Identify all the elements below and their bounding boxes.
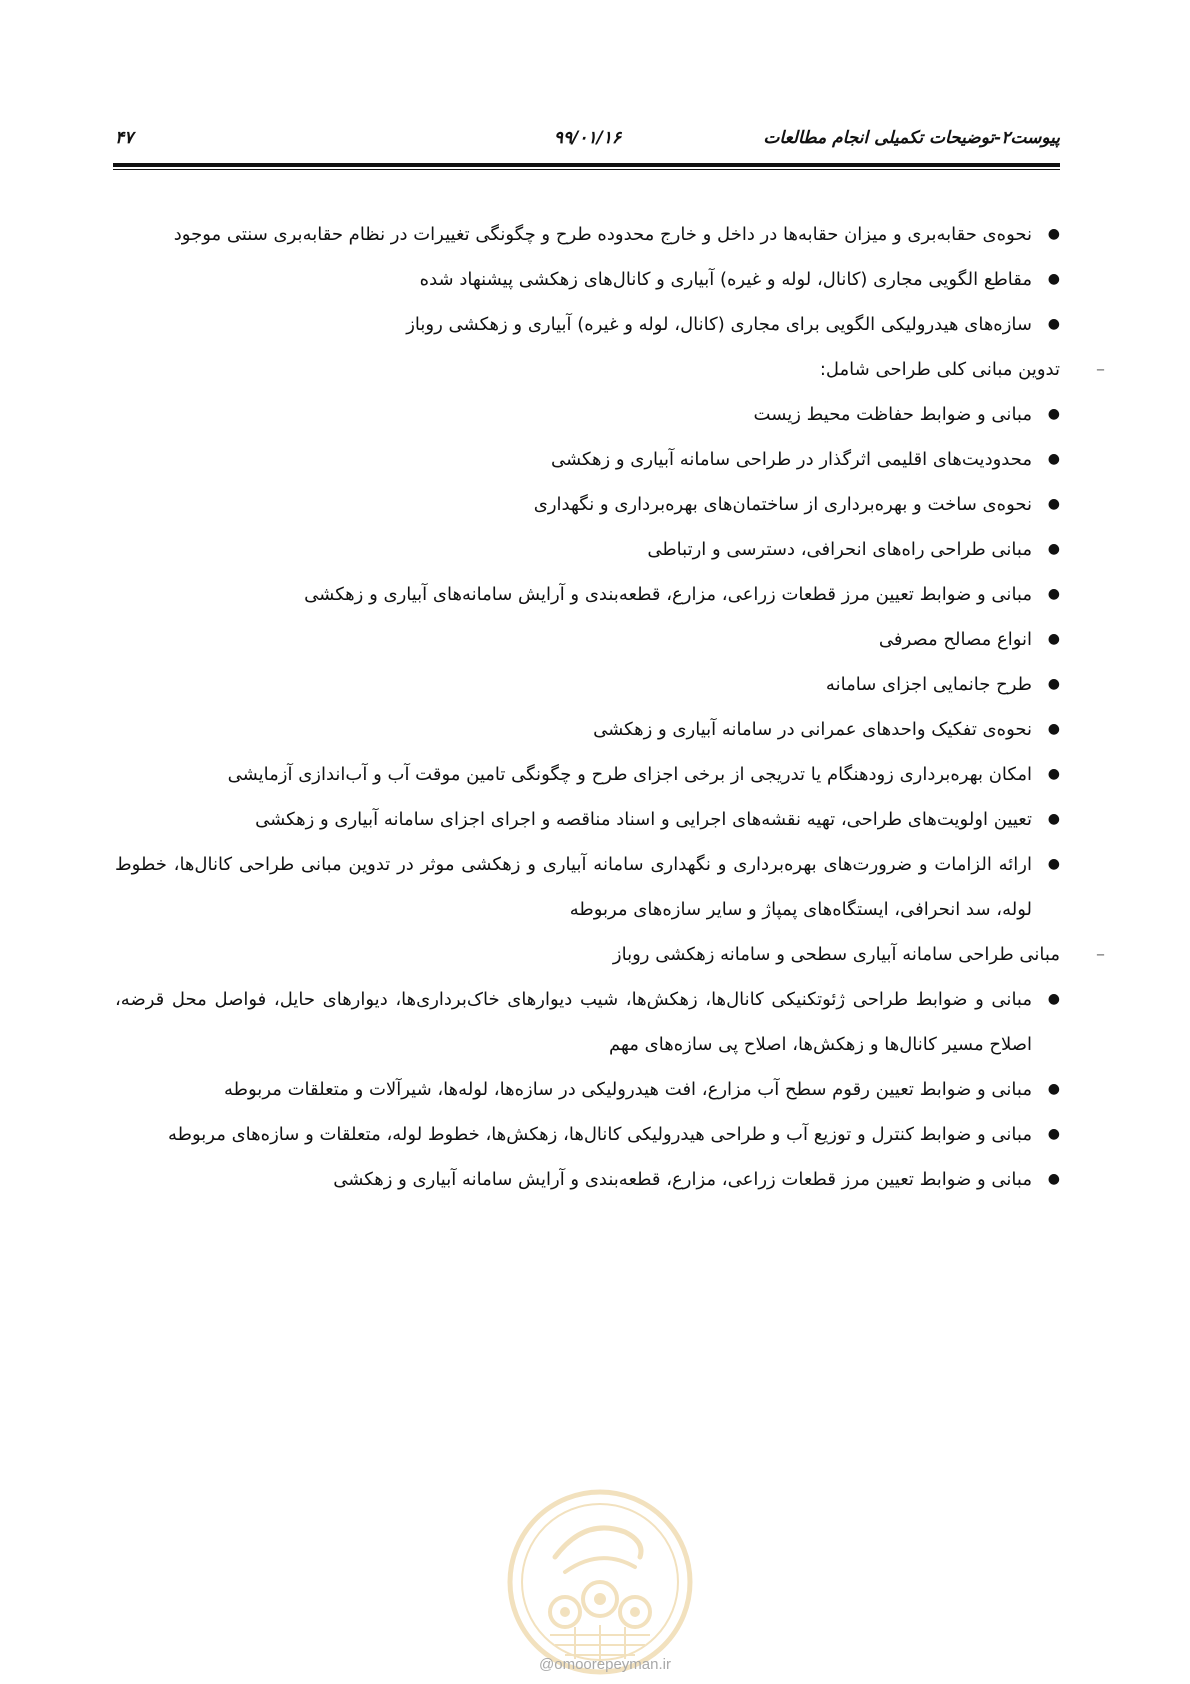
list-item-text: مبانی و ضوابط تعیین مرز قطعات زراعی، مزارع، قطعه‌بندی و آرایش سامانه آبیاری و زهکشی <box>333 1169 1032 1190</box>
header-date: ۹۹/۰۱/۱۶ <box>553 128 622 148</box>
list-item-text: طرح جانمایی اجزای سامانه <box>825 674 1032 695</box>
list-item-text: نحوه‌ی ساخت و بهره‌برداری از ساختمان‌های بهره‌برداری و نگهداری <box>533 494 1032 515</box>
bullet-icon: ● <box>1047 991 1060 1007</box>
bullet-icon: ● <box>1047 226 1060 242</box>
bullet-icon: ● <box>1047 631 1060 647</box>
bullet-icon: ● <box>1047 271 1060 287</box>
bullet-icon: ● <box>1047 1126 1060 1142</box>
list-item-text: سازه‌های هیدرولیکی الگویی برای مجاری (کانال، لوله و غیره) آبیاری و زهکشی روباز <box>406 314 1032 335</box>
section-heading <box>115 932 1105 977</box>
watermark-logo-icon <box>505 1487 695 1677</box>
header-rule-thick <box>113 163 1060 167</box>
list-item <box>115 257 1060 302</box>
list-item <box>115 1067 1060 1112</box>
bullet-icon: ● <box>1047 586 1060 602</box>
bullet-icon: ● <box>1047 406 1060 422</box>
bullet-icon: ● <box>1047 676 1060 692</box>
list-item <box>115 797 1060 842</box>
watermark-website: @omoorepeyman.ir <box>539 1656 671 1673</box>
list-item <box>115 1112 1060 1157</box>
section-heading-text: تدوین مبانی کلی طراحی شامل: <box>819 359 1060 380</box>
list-item-text: محدودیت‌های اقلیمی اثرگذار در طراحی سامانه آبیاری و زهکشی <box>550 449 1032 470</box>
bullet-icon: ● <box>1047 451 1060 467</box>
header-rule-thin <box>113 169 1060 170</box>
list-item-text: تعیین اولویت‌های طراحی، تهیه نقشه‌های اجرایی و اسناد مناقصه و اجرای اجزای سامانه آبیاری و زهکشی <box>255 809 1032 830</box>
page-header <box>115 128 1060 158</box>
list-item-text: مقاطع الگویی مجاری (کانال، لوله و غیره) آبیاری و کانال‌های زهکشی پیشنهاد شده <box>419 269 1032 290</box>
list-item-text: انواع مصالح مصرفی <box>878 629 1032 650</box>
list-item-text: مبانی طراحی راه‌های انحرافی، دسترسی و ارتباطی <box>647 539 1032 560</box>
list-item-text: ارائه الزامات و ضرورت‌های بهره‌برداری و نگهداری سامانه آبیاری و زهکشی موثر در تدوین مبانی طراحی کانال‌ها، خطوط لوله، سد انحرافی، ایستگاه‌های پمپاژ و سایر سازه‌های مربوطه <box>115 854 1032 920</box>
bullet-icon: ● <box>1047 496 1060 512</box>
list-item <box>115 437 1060 482</box>
list-item-text: مبانی و ضوابط طراحی ژئوتکنیکی کانال‌ها، زهکش‌ها، شیب دیوارهای خاک‌برداری‌ها، دیوارهای حایل، فواصل محل قرضه، اصلاح مسیر کانال‌ها و زهکش‌ها، اصلاح پی سازه‌های مهم <box>115 989 1032 1055</box>
list-item <box>115 392 1060 437</box>
bullet-icon: ● <box>1047 721 1060 737</box>
list-item <box>115 842 1060 932</box>
list-item <box>115 572 1060 617</box>
list-item <box>115 482 1060 527</box>
dash-icon: – <box>1096 944 1105 965</box>
dash-icon: – <box>1096 359 1105 380</box>
list-item <box>115 302 1060 347</box>
section-heading <box>115 347 1105 392</box>
list-item <box>115 752 1060 797</box>
header-title: پیوست۲-توضیحات تکمیلی انجام مطالعات <box>763 128 1060 148</box>
page-number: ۴۷ <box>115 128 134 148</box>
list-item <box>115 977 1060 1067</box>
list-item <box>115 1157 1060 1202</box>
document-body <box>115 212 1105 1202</box>
content-list <box>115 212 1105 1202</box>
list-item <box>115 527 1060 572</box>
list-item <box>115 617 1060 662</box>
bullet-icon: ● <box>1047 316 1060 332</box>
section-heading-text: مبانی طراحی سامانه آبیاری سطحی و سامانه زهکشی روباز <box>612 944 1060 965</box>
list-item-text: امکان بهره‌برداری زودهنگام یا تدریجی از برخی اجزای طرح و چگونگی تامین موقت آب و آب‌اندازی آزمایشی <box>227 764 1032 785</box>
list-item-text: مبانی و ضوابط تعیین مرز قطعات زراعی، مزارع، قطعه‌بندی و آرایش سامانه‌های آبیاری و زهکشی <box>304 584 1032 605</box>
list-item-text: مبانی و ضوابط حفاظت محیط زیست <box>753 404 1032 425</box>
bullet-icon: ● <box>1047 1081 1060 1097</box>
bullet-icon: ● <box>1047 856 1060 872</box>
list-item <box>115 662 1060 707</box>
bullet-icon: ● <box>1047 541 1060 557</box>
list-item-text: نحوه‌ی حقابه‌بری و میزان حقابه‌ها در داخل و خارج محدوده طرح و چگونگی تغییرات در نظام حقابه‌بری سنتی موجود <box>173 224 1032 245</box>
bullet-icon: ● <box>1047 1171 1060 1187</box>
list-item-text: مبانی و ضوابط تعیین رقوم سطح آب مزارع، افت هیدرولیکی در سازه‌ها، لوله‌ها، شیرآلات و متعلقات مربوطه <box>224 1079 1032 1100</box>
list-item <box>115 212 1060 257</box>
bullet-icon: ● <box>1047 811 1060 827</box>
list-item-text: مبانی و ضوابط کنترل و توزیع آب و طراحی هیدرولیکی کانال‌ها، زهکش‌ها، خطوط لوله، متعلقات و سازه‌های مربوطه <box>168 1124 1032 1145</box>
list-item-text: نحوه‌ی تفکیک واحدهای عمرانی در سامانه آبیاری و زهکشی <box>593 719 1032 740</box>
bullet-icon: ● <box>1047 766 1060 782</box>
list-item <box>115 707 1060 752</box>
